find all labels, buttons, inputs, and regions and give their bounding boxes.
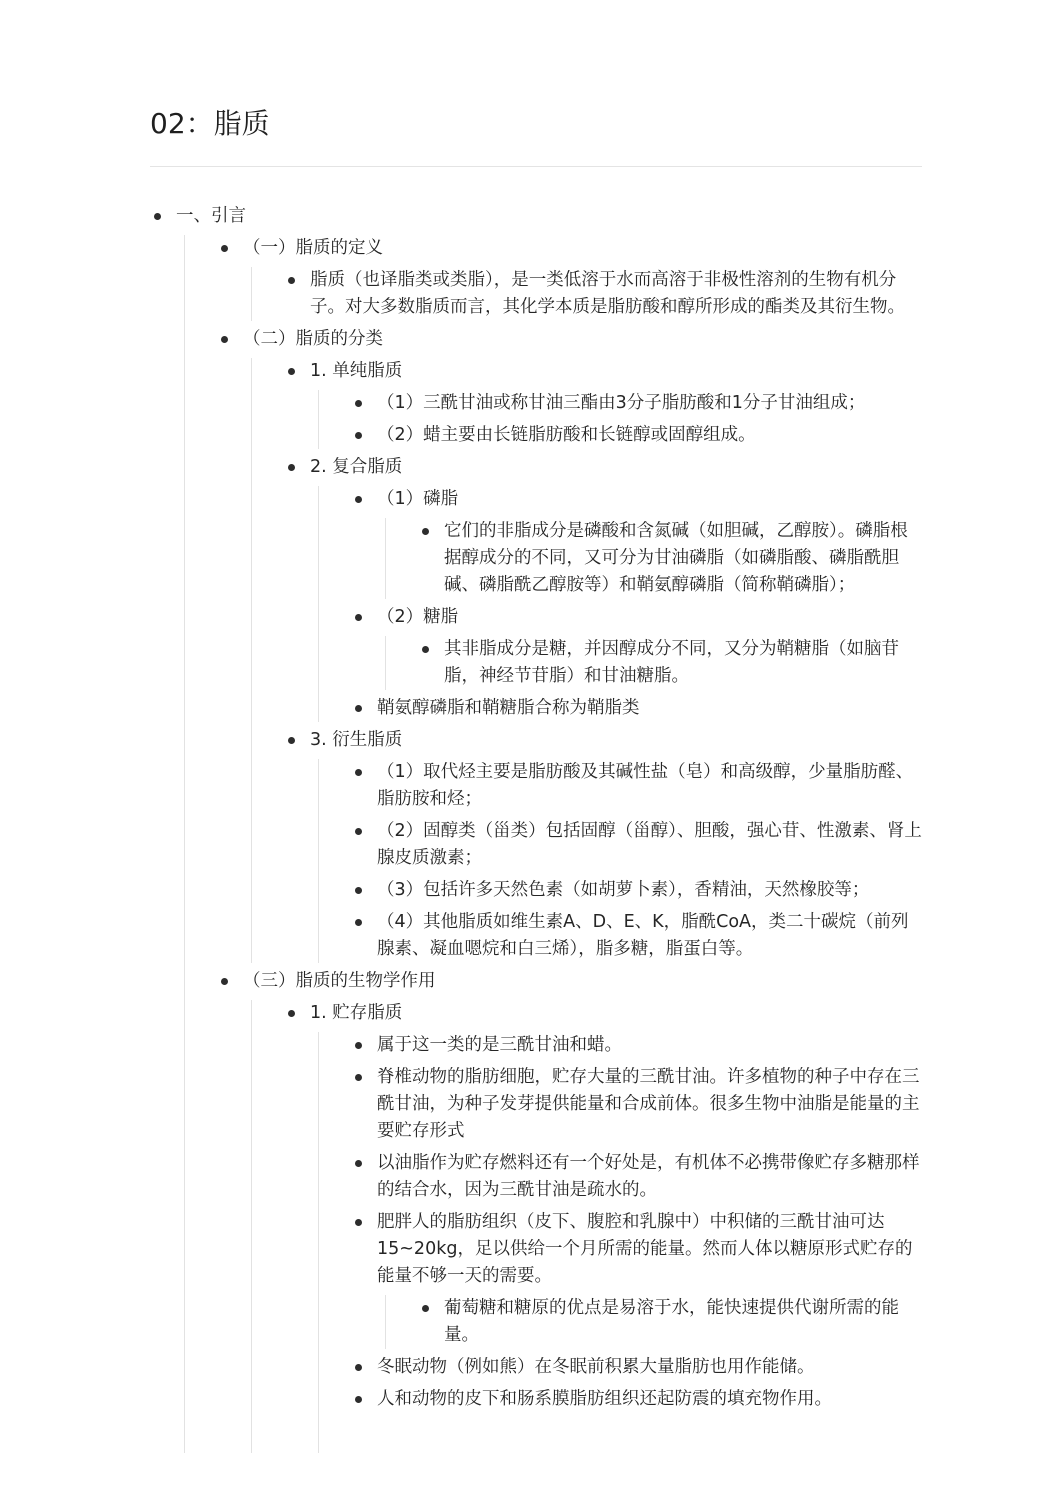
item-text: 3. 衍生脂质 (310, 730, 403, 750)
list-item (351, 1354, 922, 1381)
item-text: （2）糖脂 (377, 607, 459, 627)
outline-children (318, 486, 922, 722)
list-item (418, 1295, 922, 1349)
bullet-icon[interactable] (355, 432, 362, 439)
outline-children (385, 1295, 922, 1349)
list-item (418, 518, 922, 599)
bullet-icon[interactable] (355, 400, 362, 407)
list-item (284, 454, 922, 722)
bullet-icon[interactable] (288, 277, 295, 284)
bullet-icon[interactable] (288, 464, 295, 471)
list-item (351, 759, 922, 813)
bullet-icon[interactable] (288, 368, 295, 375)
item-text: 肥胖人的脂肪组织（皮下、腹腔和乳腺中）中积储的三酰甘油可达15~20kg，足以供给一个月所需的能量。然而人体以糖原形式贮存的能量不够一天的需要。 (377, 1212, 913, 1286)
item-text: 脊椎动物的脂肪细胞，贮存大量的三酰甘油。许多植物的种子中存在三酰甘油，为种子发芽提供能量和合成前体。很多生物中油脂是能量的主要贮存形式 (377, 1067, 920, 1141)
outline-children (318, 759, 922, 963)
outline-children (251, 358, 922, 963)
list-item (351, 1150, 922, 1204)
list-item (351, 604, 922, 690)
list-item (351, 390, 922, 417)
bullet-icon[interactable] (355, 887, 362, 894)
item-text: 脂质（也译脂类或类脂），是一类低溶于水而高溶于非极性溶剂的生物有机分子。对大多数脂质而言，其化学本质是脂肪酸和醇所形成的酯类及其衍生物。 (310, 270, 905, 317)
item-text: （1）磷脂 (377, 489, 459, 509)
bullet-icon[interactable] (355, 1042, 362, 1049)
outline-root (150, 203, 922, 1413)
outline-children (184, 235, 922, 1413)
bullet-icon[interactable] (355, 919, 362, 926)
bullet-icon[interactable] (355, 1364, 362, 1371)
bullet-icon[interactable] (355, 1074, 362, 1081)
bullet-icon[interactable] (422, 646, 429, 653)
item-text: （1）取代烃主要是脂肪酸及其碱性盐（皂）和高级醇，少量脂肪醛、脂肪胺和烃； (377, 762, 914, 809)
item-text: 冬眠动物（例如熊）在冬眠前积累大量脂肪也用作能储。 (377, 1357, 815, 1377)
list-item (351, 1032, 922, 1059)
item-text: 属于这一类的是三酰甘油和蜡。 (377, 1035, 622, 1055)
item-text: 以油脂作为贮存燃料还有一个好处是，有机体不必携带像贮存多糖那样的结合水，因为三酰甘油是疏水的。 (377, 1153, 920, 1200)
list-item (351, 1386, 922, 1413)
title-divider (150, 166, 922, 167)
item-text: （4）其他脂质如维生素A、D、E、K，脂酰CoA，类二十碳烷（前列腺素、凝血嗯烷和白三烯），脂多糖，脂蛋白等。 (377, 912, 909, 959)
list-item (217, 235, 922, 321)
item-text: 鞘氨醇磷脂和鞘糖脂合称为鞘脂类 (377, 698, 640, 718)
item-text: 葡萄糖和糖原的优点是易溶于水，能快速提供代谢所需的能量。 (444, 1298, 899, 1345)
list-item (150, 203, 922, 1413)
bullet-icon[interactable] (355, 769, 362, 776)
item-text: （二）脂质的分类 (243, 329, 383, 349)
item-text: 它们的非脂成分是磷酸和含氮碱（如胆碱，乙醇胺）。磷脂根据醇成分的不同，又可分为甘油磷脂（如磷脂酸、磷脂酰胆碱、磷脂酰乙醇胺等）和鞘氨醇磷脂（简称鞘磷脂）； (444, 521, 908, 595)
list-item (217, 326, 922, 963)
bullet-icon[interactable] (221, 978, 228, 985)
bullet-icon[interactable] (355, 1219, 362, 1226)
item-text: 2. 复合脂质 (310, 457, 403, 477)
page-title: 02：脂质 (150, 107, 270, 140)
outline-children (251, 267, 922, 321)
list-item (351, 1209, 922, 1349)
item-text: （1）三酰甘油或称甘油三酯由3分子脂肪酸和1分子甘油组成； (377, 393, 866, 413)
item-text: 其非脂成分是糖，并因醇成分不同，又分为鞘糖脂（如脑苷脂，神经节苷脂）和甘油糖脂。 (444, 639, 899, 686)
list-item (351, 877, 922, 904)
bullet-icon[interactable] (355, 496, 362, 503)
outline-children (385, 518, 922, 599)
item-text: （2）固醇类（甾类）包括固醇（甾醇）、胆酸，强心苷、性激素、肾上腺皮质激素； (377, 821, 922, 868)
bullet-icon[interactable] (288, 1010, 295, 1017)
list-item (284, 267, 922, 321)
list-item (351, 1064, 922, 1145)
bullet-icon[interactable] (288, 737, 295, 744)
list-item (284, 1000, 922, 1413)
bullet-icon[interactable] (422, 528, 429, 535)
item-text: （3）包括许多天然色素（如胡萝卜素），香精油，天然橡胶等； (377, 880, 870, 900)
bullet-icon[interactable] (355, 705, 362, 712)
list-item (217, 968, 922, 1413)
list-item (418, 636, 922, 690)
list-item (351, 909, 922, 963)
bullet-icon[interactable] (355, 828, 362, 835)
bullet-icon[interactable] (422, 1305, 429, 1312)
item-text: 一、引言 (176, 206, 246, 226)
item-text: （2）蜡主要由长链脂肪酸和长链醇或固醇组成。 (377, 425, 756, 445)
bullet-icon[interactable] (355, 1160, 362, 1167)
list-item (284, 727, 922, 963)
item-text: （三）脂质的生物学作用 (243, 971, 436, 991)
list-item (351, 486, 922, 599)
bullet-icon[interactable] (221, 245, 228, 252)
item-text: 人和动物的皮下和肠系膜脂肪组织还起防震的填充物作用。 (377, 1389, 832, 1409)
outline-children (251, 1000, 922, 1413)
item-text: （一）脂质的定义 (243, 238, 383, 258)
list-item (351, 818, 922, 872)
outline-children (318, 390, 922, 449)
outline-children (318, 1032, 922, 1413)
item-text: 1. 单纯脂质 (310, 361, 403, 381)
bullet-icon[interactable] (355, 614, 362, 621)
list-item (351, 695, 922, 722)
bullet-icon[interactable] (355, 1396, 362, 1403)
bullet-icon[interactable] (154, 213, 161, 220)
outline-tree (150, 198, 922, 1413)
list-item (284, 358, 922, 449)
item-text: 1. 贮存脂质 (310, 1003, 403, 1023)
outline-children (385, 636, 922, 690)
bullet-icon[interactable] (221, 336, 228, 343)
list-item (351, 422, 922, 449)
